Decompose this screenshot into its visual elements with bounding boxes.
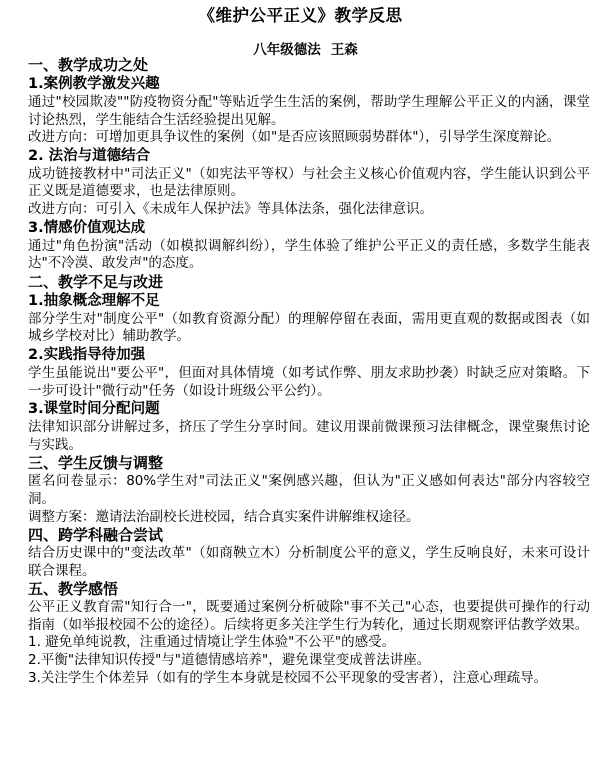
paragraph: 法律知识部分讲解过多，挤压了学生分享时间。建议用课前微课预习法律概念，课堂聚焦讨论与实践。 [28,419,590,453]
subsection-heading: 1.抽象概念理解不足 [28,292,160,309]
paragraph: 匿名问卷显示：80%学生对"司法正义"案例感兴趣，但认为"正义感如何表达"部分内容较空洞。 [28,473,590,507]
section-heading: 一、教学成功之处 [28,56,149,74]
paragraph: 改进方向：可引入《未成年人保护法》等具体法条，强化法律意识。 [28,200,433,217]
subsection-heading: 2. 法治与道德结合 [28,147,151,164]
paragraph: 2.平衡"法律知识传授"与"道德情感培养"，避免课堂变成普法讲座。 [28,652,431,669]
author-grade: 八年级德法 [253,42,321,58]
paragraph: 1. 避免单纯说教，注重通过情境让学生体验"不公平"的感受。 [28,634,396,651]
paragraph: 公平正义教育需"知行合一"，既要通过案例分析破除"事不关己"心态，也要提供可操作的行动指南（如举报校园不公的途径）。后续将更多关注学生行为转化，通过长期观察评估教学效果。 [28,599,590,633]
paragraph: 调整方案：邀请法治副校长进校园，结合真实案件讲解维权途径。 [28,508,420,525]
section-heading: 二、教学不足与改进 [28,272,164,291]
paragraph: 部分学生对"制度公平"（如教育资源分配）的理解停留在表面，需用更直观的数据或图表（如城乡学校对比）辅助教学。 [28,310,590,345]
paragraph: 通过"角色扮演"活动（如模拟调解纠纷），学生体验了维护公平正义的责任感，多数学生能表达"不冷漠、敢发声"的态度。 [28,237,590,272]
paragraph: 学生虽能说出"要公平"，但面对具体情境（如考试作弊、朋友求助抄袭）时缺乏应对策略。下一步可设计"微行动"任务（如设计班级公平公约）。 [28,364,590,399]
author-line [0,38,601,58]
subsection-heading: 2.实践指导待加强 [28,346,146,363]
paragraph: 成功链接教材中"司法正义"（如宪法平等权）与社会主义核心价值观内容，学生能认识到公平正义既是道德要求，也是法律原则。 [28,165,590,200]
paragraph: 改进方向：可增加更具争议性的案例（如"是否应该照顾弱势群体"），引导学生深度辩论。 [28,129,561,146]
section-heading: 五、教学感悟 [28,580,119,599]
document-title: 《维护公平正义》教学反思 [198,6,403,25]
document-body [28,56,590,687]
subsection-heading: 1.案例教学激发兴趣 [28,76,160,92]
subsection-heading: 3.课堂时间分配问题 [28,401,160,418]
section-heading: 四、跨学科融合尝试 [28,526,164,545]
paragraph: 3.关注学生个体差异（如有的学生本身就是校园不公平现象的受害者），注意心理疏导。 [28,669,548,686]
section-heading: 三、学生反馈与调整 [28,454,164,473]
paragraph: 通过"校园欺凌""防疫物资分配"等贴近学生生活的案例，帮助学生理解公平正义的内涵，课堂讨论热烈，学生能结合生活经验提出见解。 [28,94,590,128]
subsection-heading: 3.情感价值观达成 [28,219,146,236]
paragraph: 结合历史课中的"变法改革"（如商鞅立木）分析制度公平的意义，学生反响良好，未来可设计联合课程。 [28,545,590,579]
author-name: 王森 [330,42,358,58]
